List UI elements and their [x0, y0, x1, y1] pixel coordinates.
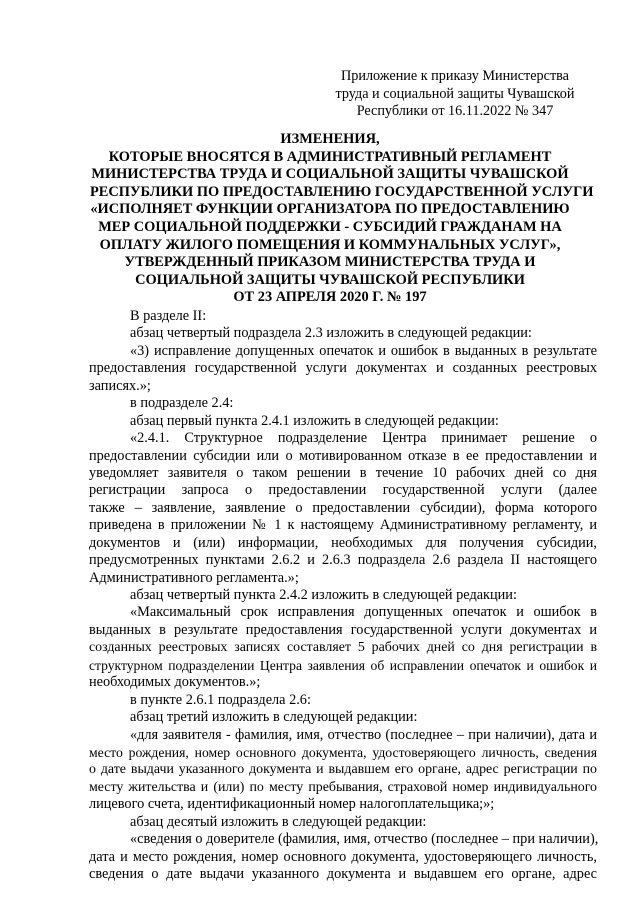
body-line: месту жительства и (или) по месту пребывания, страховой номер индивидуального — [89, 779, 597, 795]
title-line: ИЗМЕНЕНИЯ, — [280, 131, 380, 147]
title-line: ОПЛАТУ ЖИЛОГО ПОМЕЩЕНИЯ И КОММУНАЛЬНЫХ УСЛУГ», — [99, 236, 561, 253]
body-line: документов и (или) информации, необходимых для получения субсидии, — [89, 534, 597, 551]
header-line: Приложение к приказу Министерства — [341, 68, 569, 84]
document-title — [90, 131, 594, 307]
body-line: «3) исправление допущенных опечаток и ошибок в выданных в результате — [130, 342, 597, 359]
body-line: выданных в результате предоставления государственной услуги документах и — [89, 621, 597, 638]
body-line: необходимых документов.»; — [89, 674, 261, 691]
header-line: Республики от 16.11.2022 № 347 — [356, 103, 554, 119]
body-line: «для заявителя - фамилия, имя, отчество (последнее – при наличии), дата и — [130, 726, 597, 743]
body-line: регистрации запроса о предоставлении государственной услуги (далее — [89, 482, 597, 499]
body-line: структурном подразделении Центра заявления об исправлении опечаток и ошибок и — [89, 657, 597, 673]
body-line: абзац третий изложить в следующей редакции: — [130, 709, 418, 726]
title-line: МЕР СОЦИАЛЬНОЙ ПОДДЕРЖКИ - СУБСИДИЙ ГРАЖДАНАМ НА — [98, 218, 562, 235]
body-line: Административного регламента.»; — [89, 569, 299, 586]
title-line: УТВЕРЖДЕННЫЙ ПРИКАЗОМ МИНИСТЕРСТВА ТРУДА И — [124, 254, 536, 271]
body-line: место рождения, номер основного документа, удостоверяющего личность, сведения — [89, 744, 597, 760]
body-line: сведения о дате выдачи указанного документа и выдавшем его органе, адрес — [89, 866, 597, 882]
body-line: записях.»; — [89, 377, 151, 394]
title-line: СОЦИАЛЬНОЙ ЗАЩИТЫ ЧУВАШСКОЙ РЕСПУБЛИКИ — [135, 271, 525, 288]
body-line: уведомляет заявителя о таком решении в течение 10 рабочих дней со дня — [89, 464, 597, 481]
body-line: абзац первый пункта 2.4.1 изложить в следующей редакции: — [130, 412, 499, 429]
header-line: труда и социальной защиты Чувашской — [335, 85, 575, 102]
title-line: РЕСПУБЛИКИ ПО ПРЕДОСТАВЛЕНИЮ ГОСУДАРСТВЕННОЙ УСЛУГИ — [90, 183, 594, 200]
body-line: в подразделе 2.4: — [130, 395, 234, 412]
document-body — [89, 308, 597, 883]
body-line: предоставления государственной услуги документах и созданных реестровых — [89, 360, 597, 377]
title-line: КОТОРЫЕ ВНОСЯТСЯ В АДМИНИСТРАТИВНЫЙ РЕГЛАМЕНТ — [108, 148, 552, 165]
body-line: в пункте 2.6.1 подраздела 2.6: — [130, 691, 311, 708]
body-line: о дате выдачи указанного документа и выдавшем его органе, адрес регистрации по — [89, 762, 597, 778]
body-line: предусмотренных пунктами 2.6.2 и 2.6.3 подраздела 2.6 раздела II настоящего — [89, 552, 597, 569]
body-line: абзац четвертый подраздела 2.3 изложить в следующей редакции: — [130, 325, 532, 342]
title-line: «ИСПОЛНЯЕТ ФУНКЦИИ ОРГАНИЗАТОРА ПО ПРЕДОСТАВЛЕНИЮ — [90, 201, 570, 218]
title-line: МИНИСТЕРСТВА ТРУДА И СОЦИАЛЬНОЙ ЗАЩИТЫ ЧУВАШСКОЙ — [91, 166, 569, 183]
body-line: «2.4.1. Структурное подразделение Центра принимает решение о — [130, 430, 597, 447]
body-line: дата и место рождения, номер основного документа, удостоверяющего личность, — [89, 848, 597, 865]
body-line: абзац десятый изложить в следующей редакции: — [130, 813, 427, 830]
body-line: также – заявление, заявление о предоставлении субсидии), форма которого — [89, 499, 597, 516]
body-line: абзац четвертый пункта 2.4.2 изложить в следующей редакции: — [130, 587, 517, 603]
body-line: В разделе II: — [130, 308, 207, 324]
body-line: «сведения о доверителе (фамилия, имя, отчество (последнее – при наличии), — [130, 831, 599, 848]
title-line: ОТ 23 АПРЕЛЯ 2020 Г. № 197 — [233, 289, 427, 306]
body-line: предоставлении субсидии или о мотивированном отказе в ее предоставлении и — [89, 447, 597, 464]
approval-header — [330, 68, 580, 121]
body-line: лицевого счета, идентификационный номер налогоплательщика;»; — [89, 796, 495, 813]
body-line: «Максимальный срок исправления допущенных опечаток и ошибок в — [130, 604, 597, 621]
body-line: созданных реестровых записях составляет 5 рабочих дней со дня регистрации в — [89, 640, 597, 656]
body-line: приведена в приложении № 1 к настоящему Административному регламенту, и — [89, 517, 597, 534]
